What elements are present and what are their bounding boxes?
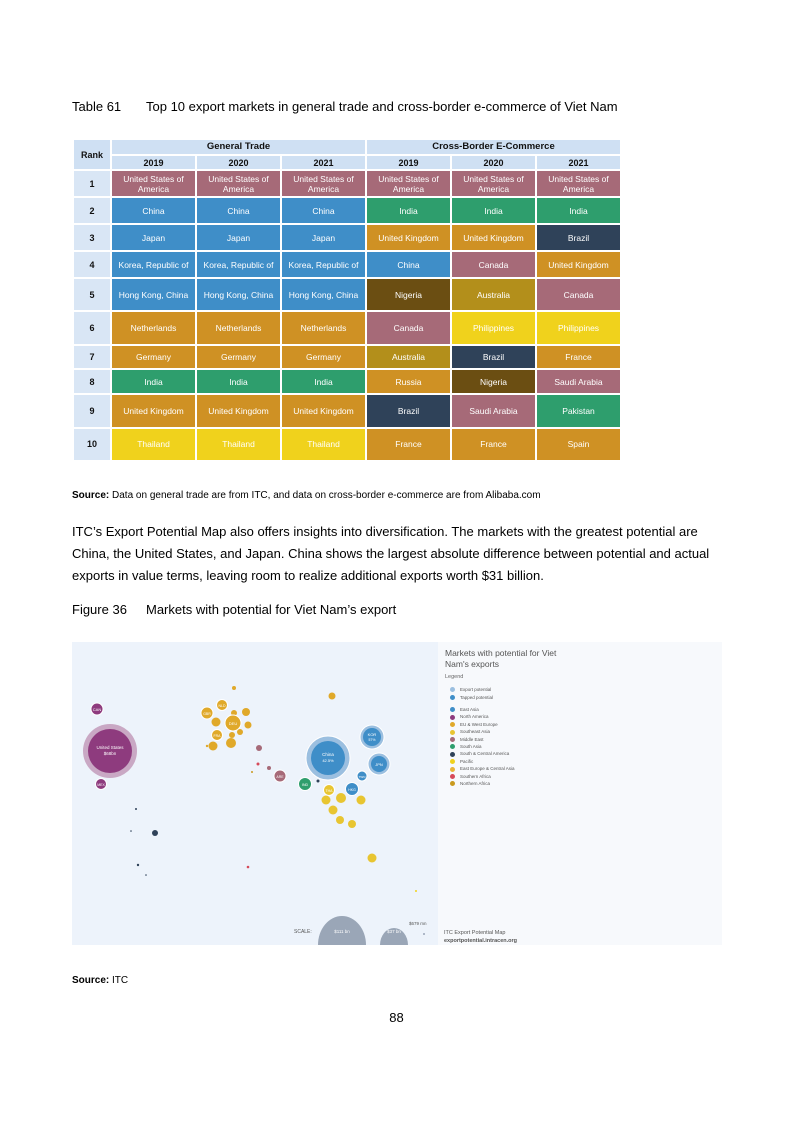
- legend-region-item: [450, 728, 490, 735]
- table-source-text: Data on general trade are from ITC, and data on cross-border e-commerce are from Alibaba.com: [112, 490, 541, 501]
- body-paragraph: ITC’s Export Potential Map also offers insights into diversification. The markets with the greatest potential are China, the United States, and Japan. China shows the largest absolute difference between potential and actual exports in value terms, leaving room to realize additional exports worth $31 billion.: [72, 524, 710, 583]
- europe-bubble: [245, 722, 252, 729]
- rank-cell: 1: [74, 171, 110, 196]
- rank-cell: 7: [74, 346, 110, 369]
- legend-item-label: South & Central America: [460, 751, 510, 757]
- market-cell: Germany: [197, 346, 280, 369]
- europe-bubble: [232, 686, 236, 690]
- market-cell: United States of America: [367, 171, 450, 196]
- market-cell: Brazil: [452, 346, 535, 369]
- market-cell: Canada: [537, 279, 620, 310]
- table-source: [72, 490, 541, 501]
- legend-swatch: [450, 737, 455, 742]
- export-markets-table-container: [72, 138, 622, 462]
- sea-bubble: [329, 806, 338, 815]
- general-trade-header: General Trade: [112, 140, 365, 154]
- market-cell: United States of America: [112, 171, 195, 196]
- ind-label: IND: [301, 783, 309, 787]
- figure-source: [72, 975, 128, 986]
- scale-bubble-small: [423, 933, 425, 935]
- market-cell: Thailand: [112, 429, 195, 460]
- map-legend: [438, 642, 722, 945]
- market-cell: India: [112, 370, 195, 393]
- market-cell: United Kingdom: [452, 225, 535, 250]
- legend-item-label: Northern Africa: [460, 781, 491, 786]
- figure-source-label: Source:: [72, 975, 110, 986]
- market-cell: Korea, Republic of: [197, 252, 280, 277]
- sea-bubble: [336, 816, 344, 824]
- table-caption-number: Table 61: [72, 99, 122, 114]
- legend-item-label: East Europe & Central Asia: [460, 766, 515, 772]
- market-cell: Philippines: [452, 312, 535, 343]
- table-row: [74, 370, 620, 393]
- market-cell: China: [282, 198, 365, 223]
- figure-caption: [72, 602, 396, 617]
- legend-footer-source: ITC Export Potential Map: [444, 930, 506, 936]
- legend-region-item: [450, 721, 498, 728]
- kor-bubble: [363, 728, 381, 746]
- market-cell: Netherlands: [197, 312, 280, 343]
- table-source-label: Source:: [72, 490, 110, 501]
- market-cell: India: [537, 198, 620, 223]
- rank-cell: 9: [74, 395, 110, 426]
- europe-bubble: [237, 729, 243, 735]
- legend-region-item: [450, 750, 509, 757]
- sea-bubble: [336, 793, 346, 803]
- market-cell: China: [112, 198, 195, 223]
- table-row: [74, 252, 620, 277]
- europe-bubble: [242, 708, 250, 716]
- scale-value-small: $679 mn: [409, 921, 427, 926]
- market-cell: Canada: [367, 312, 450, 343]
- bubble-map-svg: [72, 642, 438, 945]
- rank-cell: 8: [74, 370, 110, 393]
- china-value: 42.5%: [322, 758, 334, 763]
- table-row: [74, 429, 620, 460]
- table-row: [74, 395, 620, 426]
- legend-swatch: [450, 759, 455, 764]
- figure-source-text: ITC: [112, 975, 129, 986]
- tha-label: THA: [325, 789, 333, 793]
- brazil-bubble: [152, 830, 158, 836]
- legend-swatch: [450, 715, 455, 720]
- legend-region-item: [450, 765, 515, 772]
- kor-label: KOR: [367, 732, 377, 737]
- year-header: 2020: [452, 156, 535, 169]
- legend-swatch: [450, 752, 455, 757]
- scale-label: SCALE:: [294, 929, 312, 935]
- year-header: 2020: [197, 156, 280, 169]
- market-cell: Korea, Republic of: [282, 252, 365, 277]
- sea-bubble: [322, 796, 331, 805]
- export-markets-table: [72, 138, 622, 462]
- usa-label: United States: [96, 745, 124, 750]
- market-cell: Australia: [367, 346, 450, 369]
- year-header: 2021: [537, 156, 620, 169]
- legend-item-label: Middle East: [460, 736, 484, 742]
- market-cell: United Kingdom: [112, 395, 195, 426]
- legend-region-item: [450, 780, 490, 787]
- market-cell: Spain: [537, 429, 620, 460]
- market-cell: China: [197, 198, 280, 223]
- table-caption-title: Top 10 export markets in general trade and cross-border e-commerce of Viet Nam: [146, 99, 618, 114]
- africa-bubble: [251, 771, 253, 773]
- market-cell: Germany: [282, 346, 365, 369]
- page-number: 88: [389, 1010, 404, 1025]
- figure-caption-title: Markets with potential for Viet Nam’s export: [146, 602, 397, 617]
- market-cell: Pakistan: [537, 395, 620, 426]
- market-cell: Russia: [367, 370, 450, 393]
- market-cell: Hong Kong, China: [282, 279, 365, 310]
- legend-item-label: East Asia: [460, 707, 479, 712]
- legend-title: Markets with potential for Viet Nam's exports: [445, 648, 557, 669]
- market-cell: Netherlands: [112, 312, 195, 343]
- market-cell: Japan: [282, 225, 365, 250]
- twn-label: TWN: [358, 775, 366, 779]
- legend-size-item: [450, 694, 493, 701]
- table-row: [74, 279, 620, 310]
- rank-cell: 2: [74, 198, 110, 223]
- legend-item-label: Southern Africa: [460, 773, 491, 779]
- legend-region-item: [450, 743, 482, 750]
- legend-region-item: [450, 736, 484, 743]
- figure-caption-number: Figure 36: [72, 602, 127, 617]
- rank-cell: 6: [74, 312, 110, 343]
- market-cell: Japan: [197, 225, 280, 250]
- legend-item-label: Tapped potential: [460, 695, 494, 700]
- legend-footer-url: exportpotential.intracen.org: [444, 938, 518, 944]
- sea-bubble: [348, 820, 356, 828]
- legend-item-label: Southeast Asia: [460, 729, 491, 735]
- market-cell: France: [367, 429, 450, 460]
- hkg-label: HKG: [348, 788, 356, 792]
- table-row: [74, 346, 620, 369]
- sea-bubble: [357, 796, 366, 805]
- legend-label: Legend: [445, 674, 464, 680]
- market-cell: United States of America: [197, 171, 280, 196]
- market-cell: Saudi Arabia: [452, 395, 535, 426]
- table-row: [74, 198, 620, 223]
- legend-swatch: [450, 767, 455, 772]
- market-cell: United States of America: [452, 171, 535, 196]
- legend-swatch: [450, 781, 455, 786]
- europe-bubble: [226, 738, 236, 748]
- table-row: [74, 171, 620, 196]
- year-header: 2019: [367, 156, 450, 169]
- cross-border-header: Cross-Border E-Commerce: [367, 140, 620, 154]
- latam-bubble: [145, 874, 147, 876]
- pacific-bubble: [329, 693, 336, 700]
- market-cell: Nigeria: [452, 370, 535, 393]
- table-caption: [72, 99, 618, 114]
- market-cell: United Kingdom: [282, 395, 365, 426]
- gbr-label: GBR: [203, 712, 211, 716]
- legend-swatch: [450, 744, 455, 749]
- market-cell: India: [282, 370, 365, 393]
- europe-bubble: [229, 732, 235, 738]
- market-cell: Australia: [452, 279, 535, 310]
- legend-item-label: Export potential: [460, 687, 492, 692]
- market-cell: United Kingdom: [197, 395, 280, 426]
- market-cell: France: [452, 429, 535, 460]
- europe-bubble: [209, 742, 218, 751]
- kor-value: 57%: [368, 738, 376, 742]
- fra-label: FRA: [213, 734, 221, 738]
- market-cell: Korea, Republic of: [112, 252, 195, 277]
- market-cell: Saudi Arabia: [537, 370, 620, 393]
- europe-bubble: [212, 718, 221, 727]
- year-header: 2021: [282, 156, 365, 169]
- pacific-bubble: [415, 890, 417, 892]
- market-cell: China: [367, 252, 450, 277]
- mex-label: MEX: [97, 783, 105, 787]
- are-label: ARE: [276, 775, 284, 779]
- market-cell: Brazil: [537, 225, 620, 250]
- latam-bubble: [137, 864, 139, 866]
- middle-east-bubble: [256, 745, 262, 751]
- rank-header: Rank: [74, 140, 110, 169]
- latam-bubble: [130, 830, 132, 832]
- rank-cell: 3: [74, 225, 110, 250]
- china-label: China: [322, 752, 334, 757]
- market-cell: Canada: [452, 252, 535, 277]
- usa-value: $68bn: [103, 751, 117, 756]
- rank-cell: 5: [74, 279, 110, 310]
- market-cell: France: [537, 346, 620, 369]
- market-cell: Thailand: [282, 429, 365, 460]
- market-cell: India: [367, 198, 450, 223]
- legend-region-item: [450, 713, 489, 720]
- middle-east-bubble: [267, 766, 271, 770]
- legend-item-label: South Asia: [460, 744, 482, 749]
- market-cell: India: [197, 370, 280, 393]
- south-asia-bubble: [317, 780, 320, 783]
- legend-swatch: [450, 722, 455, 727]
- nld-label: NLD: [218, 704, 226, 708]
- can-label: CAN: [92, 707, 102, 712]
- legend-swatch: [450, 687, 455, 692]
- rank-cell: 4: [74, 252, 110, 277]
- rank-cell: 10: [74, 429, 110, 460]
- legend-swatch: [450, 707, 455, 712]
- legend-region-item: [450, 706, 479, 713]
- scale-value-large: $111 bn: [334, 929, 350, 934]
- legend-item-label: EU & West Europe: [460, 721, 498, 727]
- southern-africa-bubble: [247, 866, 250, 869]
- legend-item-label: Pacific: [460, 758, 474, 764]
- market-cell: Hong Kong, China: [197, 279, 280, 310]
- legend-region-item: [450, 773, 491, 780]
- table-row: [74, 312, 620, 343]
- europe-bubble: [206, 745, 208, 747]
- market-cell: United Kingdom: [537, 252, 620, 277]
- latam-bubble: [135, 808, 137, 810]
- scale-value-medium: $37 bn: [387, 929, 401, 934]
- middle-east-bubble: [257, 763, 260, 766]
- legend-swatch: [450, 730, 455, 735]
- market-cell: Thailand: [197, 429, 280, 460]
- market-cell: United States of America: [537, 171, 620, 196]
- jpn-label: JPN: [375, 762, 383, 767]
- year-header: 2019: [112, 156, 195, 169]
- legend-swatch: [450, 774, 455, 779]
- table-row: [74, 225, 620, 250]
- market-cell: United States of America: [282, 171, 365, 196]
- market-cell: Germany: [112, 346, 195, 369]
- bubble-map: [72, 642, 438, 945]
- legend-swatch: [450, 695, 455, 700]
- market-cell: United Kingdom: [367, 225, 450, 250]
- market-cell: Netherlands: [282, 312, 365, 343]
- market-cell: Nigeria: [367, 279, 450, 310]
- market-cell: Hong Kong, China: [112, 279, 195, 310]
- market-cell: Philippines: [537, 312, 620, 343]
- pacific-bubble: [368, 854, 377, 863]
- legend-size-item: [450, 686, 491, 693]
- market-cell: Brazil: [367, 395, 450, 426]
- legend-item-label: North America: [460, 714, 489, 720]
- market-cell: India: [452, 198, 535, 223]
- legend-region-item: [450, 758, 473, 765]
- market-cell: Japan: [112, 225, 195, 250]
- deu-label: DEU: [228, 721, 238, 726]
